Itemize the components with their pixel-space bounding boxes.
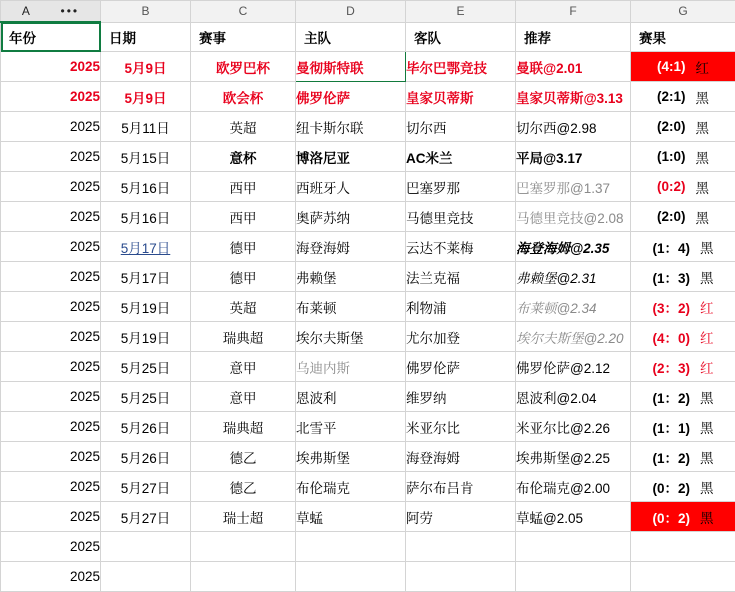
result-wrapper (631, 52, 735, 81)
cell-league[interactable] (191, 532, 296, 562)
cell-result[interactable] (631, 292, 735, 322)
result-tag: 红 (696, 57, 710, 77)
result-tag: 红 (700, 357, 714, 377)
cell-league[interactable]: 瑞士超 (191, 502, 296, 532)
result-tag: 黑 (696, 177, 710, 197)
cell-league[interactable]: 西甲 (191, 202, 296, 232)
table-row[interactable] (1, 112, 735, 142)
cell-year[interactable]: 2025 (1, 232, 101, 262)
table-row[interactable] (1, 442, 735, 472)
cell-away-team[interactable]: 切尔西 (406, 112, 516, 142)
cell-tip[interactable] (516, 562, 631, 592)
cell-league[interactable]: 英超 (191, 112, 296, 142)
cell-result[interactable] (631, 82, 735, 112)
cell-tip[interactable]: 弗赖堡@2.31 (516, 262, 631, 292)
column-header-A[interactable] (1, 1, 101, 23)
cell-away-team[interactable]: 法兰克福 (406, 262, 516, 292)
result-wrapper (631, 322, 735, 351)
result-wrapper (631, 472, 735, 501)
cell-league[interactable]: 德乙 (191, 442, 296, 472)
cell-tip[interactable]: 埃弗斯堡@2.25 (516, 442, 631, 472)
result-score: (4：0) (652, 327, 690, 347)
cell-result[interactable] (631, 412, 735, 442)
cell-date[interactable]: 5月27日 (101, 502, 191, 532)
table-row[interactable] (1, 232, 735, 262)
result-score: (3：2) (652, 297, 690, 317)
result-wrapper (631, 202, 735, 231)
cell-result[interactable] (631, 322, 735, 352)
result-tag: 黑 (700, 417, 714, 437)
cell-away-team[interactable]: 尤尔加登 (406, 322, 516, 352)
cell-year[interactable]: 2025 (1, 532, 101, 562)
cell-away-team[interactable]: 巴塞罗那 (406, 172, 516, 202)
cell-home-team[interactable]: 曼彻斯特联 (296, 52, 406, 82)
cell-away-team[interactable]: AC米兰 (406, 142, 516, 172)
table-row[interactable] (1, 352, 735, 382)
cell-year[interactable]: 2025 (1, 412, 101, 442)
cell-home-team[interactable]: 佛罗伦萨 (296, 82, 406, 112)
cell-home-team[interactable]: 西班牙人 (296, 172, 406, 202)
cell-date[interactable]: 5月11日 (101, 112, 191, 142)
cell-result[interactable] (631, 532, 735, 562)
cell-away-team[interactable] (406, 532, 516, 562)
cell-away-team[interactable]: 维罗纳 (406, 382, 516, 412)
cell-year[interactable]: 2025 (1, 442, 101, 472)
result-tag: 红 (700, 327, 714, 347)
cell-year[interactable]: 2025 (1, 202, 101, 232)
cell-date[interactable]: 5月17日 (101, 232, 191, 262)
cell-home-team[interactable]: 埃弗斯堡 (296, 442, 406, 472)
cell-league[interactable]: 英超 (191, 292, 296, 322)
cell-away-team[interactable]: 阿劳 (406, 502, 516, 532)
column-header-D[interactable]: D (296, 1, 406, 23)
cell-home-team[interactable]: 布莱顿 (296, 292, 406, 322)
cell-tip[interactable]: 草蜢@2.05 (516, 502, 631, 532)
table-row[interactable] (1, 562, 735, 592)
cell-tip[interactable]: 平局@3.17 (516, 142, 631, 172)
cell-league[interactable]: 意甲 (191, 382, 296, 412)
cell-home-team[interactable] (296, 532, 406, 562)
cell-date[interactable]: 5月16日 (101, 172, 191, 202)
column-collapsed-indicator: ••• (61, 4, 80, 18)
cell-home-team[interactable]: 奥萨苏纳 (296, 202, 406, 232)
cell-home-team[interactable]: 乌迪内斯 (296, 352, 406, 382)
column-header-F[interactable]: F (516, 1, 631, 23)
table-row[interactable] (1, 202, 735, 232)
cell-year[interactable]: 2025 (1, 382, 101, 412)
cell-date[interactable]: 5月25日 (101, 382, 191, 412)
cell-tip[interactable]: 皇家贝蒂斯@3.13 (516, 82, 631, 112)
column-header-B[interactable]: B (101, 1, 191, 23)
cell-year[interactable]: 2025 (1, 502, 101, 532)
cell-tip[interactable]: 埃尔夫斯堡@2.20 (516, 322, 631, 352)
cell-away-team[interactable]: 萨尔布吕肯 (406, 472, 516, 502)
result-tag: 红 (700, 297, 714, 317)
cell-league[interactable]: 瑞典超 (191, 412, 296, 442)
cell-tip[interactable]: 巴塞罗那@1.37 (516, 172, 631, 202)
field-header-home[interactable]: 主队 (296, 22, 406, 52)
cell-away-team[interactable] (406, 562, 516, 592)
cell-result[interactable] (631, 202, 735, 232)
result-wrapper (631, 262, 735, 291)
cell-league[interactable]: 意杯 (191, 142, 296, 172)
cell-date[interactable]: 5月17日 (101, 262, 191, 292)
result-wrapper (631, 382, 735, 411)
cell-result[interactable] (631, 352, 735, 382)
field-header-row[interactable] (1, 22, 735, 52)
column-header-G[interactable]: G (631, 1, 735, 23)
table-row[interactable] (1, 322, 735, 352)
field-header-result[interactable]: 赛果 (631, 22, 735, 52)
table-row[interactable] (1, 142, 735, 172)
cell-tip[interactable]: 曼联@2.01 (516, 52, 631, 82)
result-tag: 黑 (700, 237, 714, 257)
table-row[interactable] (1, 52, 735, 82)
cell-year[interactable]: 2025 (1, 472, 101, 502)
cell-year[interactable]: 2025 (1, 262, 101, 292)
result-tag: 黑 (700, 447, 714, 467)
result-score: (0：2) (652, 507, 690, 527)
result-score: (1：2) (652, 447, 690, 467)
result-score: (1：3) (652, 267, 690, 287)
cell-tip[interactable]: 佛罗伦萨@2.12 (516, 352, 631, 382)
cell-result[interactable] (631, 502, 735, 532)
result-wrapper (631, 112, 735, 141)
column-header-row[interactable] (1, 1, 735, 23)
cell-date[interactable]: 5月19日 (101, 292, 191, 322)
result-wrapper (631, 292, 735, 321)
cell-away-team[interactable]: 马德里竞技 (406, 202, 516, 232)
cell-year[interactable]: 2025 (1, 142, 101, 172)
cell-date[interactable]: 5月15日 (101, 142, 191, 172)
cell-away-team[interactable]: 利物浦 (406, 292, 516, 322)
cell-home-team[interactable]: 海登海姆 (296, 232, 406, 262)
result-wrapper (631, 142, 735, 171)
cell-result[interactable] (631, 142, 735, 172)
table-row[interactable] (1, 82, 735, 112)
result-score: (4:1) (657, 59, 686, 74)
cell-year[interactable]: 2025 (1, 292, 101, 322)
column-header-A-label: A (22, 4, 29, 18)
cell-year[interactable]: 2025 (1, 112, 101, 142)
result-score: (1：1) (652, 417, 690, 437)
cell-league[interactable]: 瑞典超 (191, 322, 296, 352)
cell-result[interactable] (631, 172, 735, 202)
cell-home-team[interactable] (296, 562, 406, 592)
cell-away-team[interactable]: 米亚尔比 (406, 412, 516, 442)
cell-year[interactable]: 2025 (1, 322, 101, 352)
cell-date[interactable]: 5月27日 (101, 472, 191, 502)
cell-date[interactable]: 5月9日 (101, 52, 191, 82)
cell-away-team[interactable]: 云达不莱梅 (406, 232, 516, 262)
cell-date[interactable] (101, 562, 191, 592)
field-header-date[interactable]: 日期 (101, 22, 191, 52)
table-row[interactable] (1, 472, 735, 502)
sheet-body[interactable] (1, 22, 735, 592)
cell-date[interactable]: 5月26日 (101, 412, 191, 442)
table-row[interactable] (1, 532, 735, 562)
cell-year[interactable]: 2025 (1, 562, 101, 592)
cell-tip[interactable]: 布伦瑞克@2.00 (516, 472, 631, 502)
result-wrapper (631, 412, 735, 441)
table-row[interactable] (1, 262, 735, 292)
result-wrapper (631, 172, 735, 201)
column-header-E[interactable]: E (406, 1, 516, 23)
result-score: (1：4) (652, 237, 690, 257)
result-tag: 黑 (696, 207, 710, 227)
cell-league[interactable]: 欧罗巴杯 (191, 52, 296, 82)
cell-tip[interactable]: 米亚尔比@2.26 (516, 412, 631, 442)
field-header-tip[interactable]: 推荐 (516, 22, 631, 52)
cell-date[interactable]: 5月9日 (101, 82, 191, 112)
cell-league[interactable]: 欧会杯 (191, 82, 296, 112)
cell-home-team[interactable]: 布伦瑞克 (296, 472, 406, 502)
result-tag: 黑 (696, 117, 710, 137)
cell-home-team[interactable]: 弗赖堡 (296, 262, 406, 292)
result-tag: 黑 (700, 267, 714, 287)
cell-away-team[interactable]: 海登海姆 (406, 442, 516, 472)
cell-year[interactable]: 2025 (1, 172, 101, 202)
result-wrapper (631, 442, 735, 471)
field-header-league[interactable]: 赛事 (191, 22, 296, 52)
cell-home-team[interactable]: 草蜢 (296, 502, 406, 532)
cell-year[interactable]: 2025 (1, 52, 101, 82)
cell-result[interactable] (631, 562, 735, 592)
field-header-away[interactable]: 客队 (406, 22, 516, 52)
table-row[interactable] (1, 502, 735, 532)
result-tag: 黑 (696, 87, 710, 107)
result-score: (0:2) (657, 179, 686, 194)
cell-date[interactable]: 5月25日 (101, 352, 191, 382)
cell-league[interactable]: 德乙 (191, 472, 296, 502)
cell-result[interactable] (631, 232, 735, 262)
result-tag: 黑 (696, 147, 710, 167)
cell-date[interactable]: 5月26日 (101, 442, 191, 472)
cell-away-team[interactable]: 皇家贝蒂斯 (406, 82, 516, 112)
cell-away-team[interactable]: 佛罗伦萨 (406, 352, 516, 382)
cell-year[interactable]: 2025 (1, 352, 101, 382)
result-score: (0：2) (652, 477, 690, 497)
cell-home-team[interactable]: 纽卡斯尔联 (296, 112, 406, 142)
result-score: (1:0) (657, 149, 686, 164)
cell-league[interactable]: 德甲 (191, 232, 296, 262)
cell-year[interactable]: 2025 (1, 82, 101, 112)
cell-home-team[interactable]: 北雪平 (296, 412, 406, 442)
result-tag: 黑 (700, 477, 714, 497)
cell-home-team[interactable]: 恩波利 (296, 382, 406, 412)
cell-result[interactable] (631, 52, 735, 82)
cell-home-team[interactable]: 博洛尼亚 (296, 142, 406, 172)
cell-tip[interactable]: 恩波利@2.04 (516, 382, 631, 412)
cell-tip[interactable]: 切尔西@2.98 (516, 112, 631, 142)
cell-tip[interactable]: 马德里竞技@2.08 (516, 202, 631, 232)
cell-result[interactable] (631, 382, 735, 412)
cell-away-team[interactable]: 毕尔巴鄂竞技 (406, 52, 516, 82)
cell-result[interactable] (631, 262, 735, 292)
cell-date[interactable]: 5月16日 (101, 202, 191, 232)
table-row[interactable] (1, 172, 735, 202)
cell-league[interactable]: 意甲 (191, 352, 296, 382)
cell-league[interactable]: 德甲 (191, 262, 296, 292)
cell-result[interactable] (631, 112, 735, 142)
column-header-C[interactable]: C (191, 1, 296, 23)
result-wrapper (631, 352, 735, 381)
cell-home-team[interactable]: 埃尔夫斯堡 (296, 322, 406, 352)
cell-date[interactable]: 5月19日 (101, 322, 191, 352)
result-score: (1：2) (652, 387, 690, 407)
result-wrapper (631, 82, 735, 111)
table-row[interactable] (1, 292, 735, 322)
cell-result[interactable] (631, 472, 735, 502)
cell-league[interactable]: 西甲 (191, 172, 296, 202)
result-score: (2：3) (652, 357, 690, 377)
field-header-year[interactable]: 年份 (1, 22, 101, 52)
result-score: (2:0) (657, 209, 686, 224)
table-row[interactable] (1, 382, 735, 412)
result-wrapper (631, 232, 735, 261)
cell-league[interactable] (191, 562, 296, 592)
table-row[interactable] (1, 412, 735, 442)
cell-result[interactable] (631, 442, 735, 472)
cell-tip[interactable] (516, 532, 631, 562)
result-score: (2:1) (657, 89, 686, 104)
result-tag: 黑 (700, 507, 714, 527)
result-wrapper (631, 502, 735, 531)
cell-tip[interactable]: 布莱顿@2.34 (516, 292, 631, 322)
result-tag: 黑 (700, 387, 714, 407)
result-score: (2:0) (657, 119, 686, 134)
cell-tip[interactable]: 海登海姆@2.35 (516, 232, 631, 262)
cell-date[interactable] (101, 532, 191, 562)
